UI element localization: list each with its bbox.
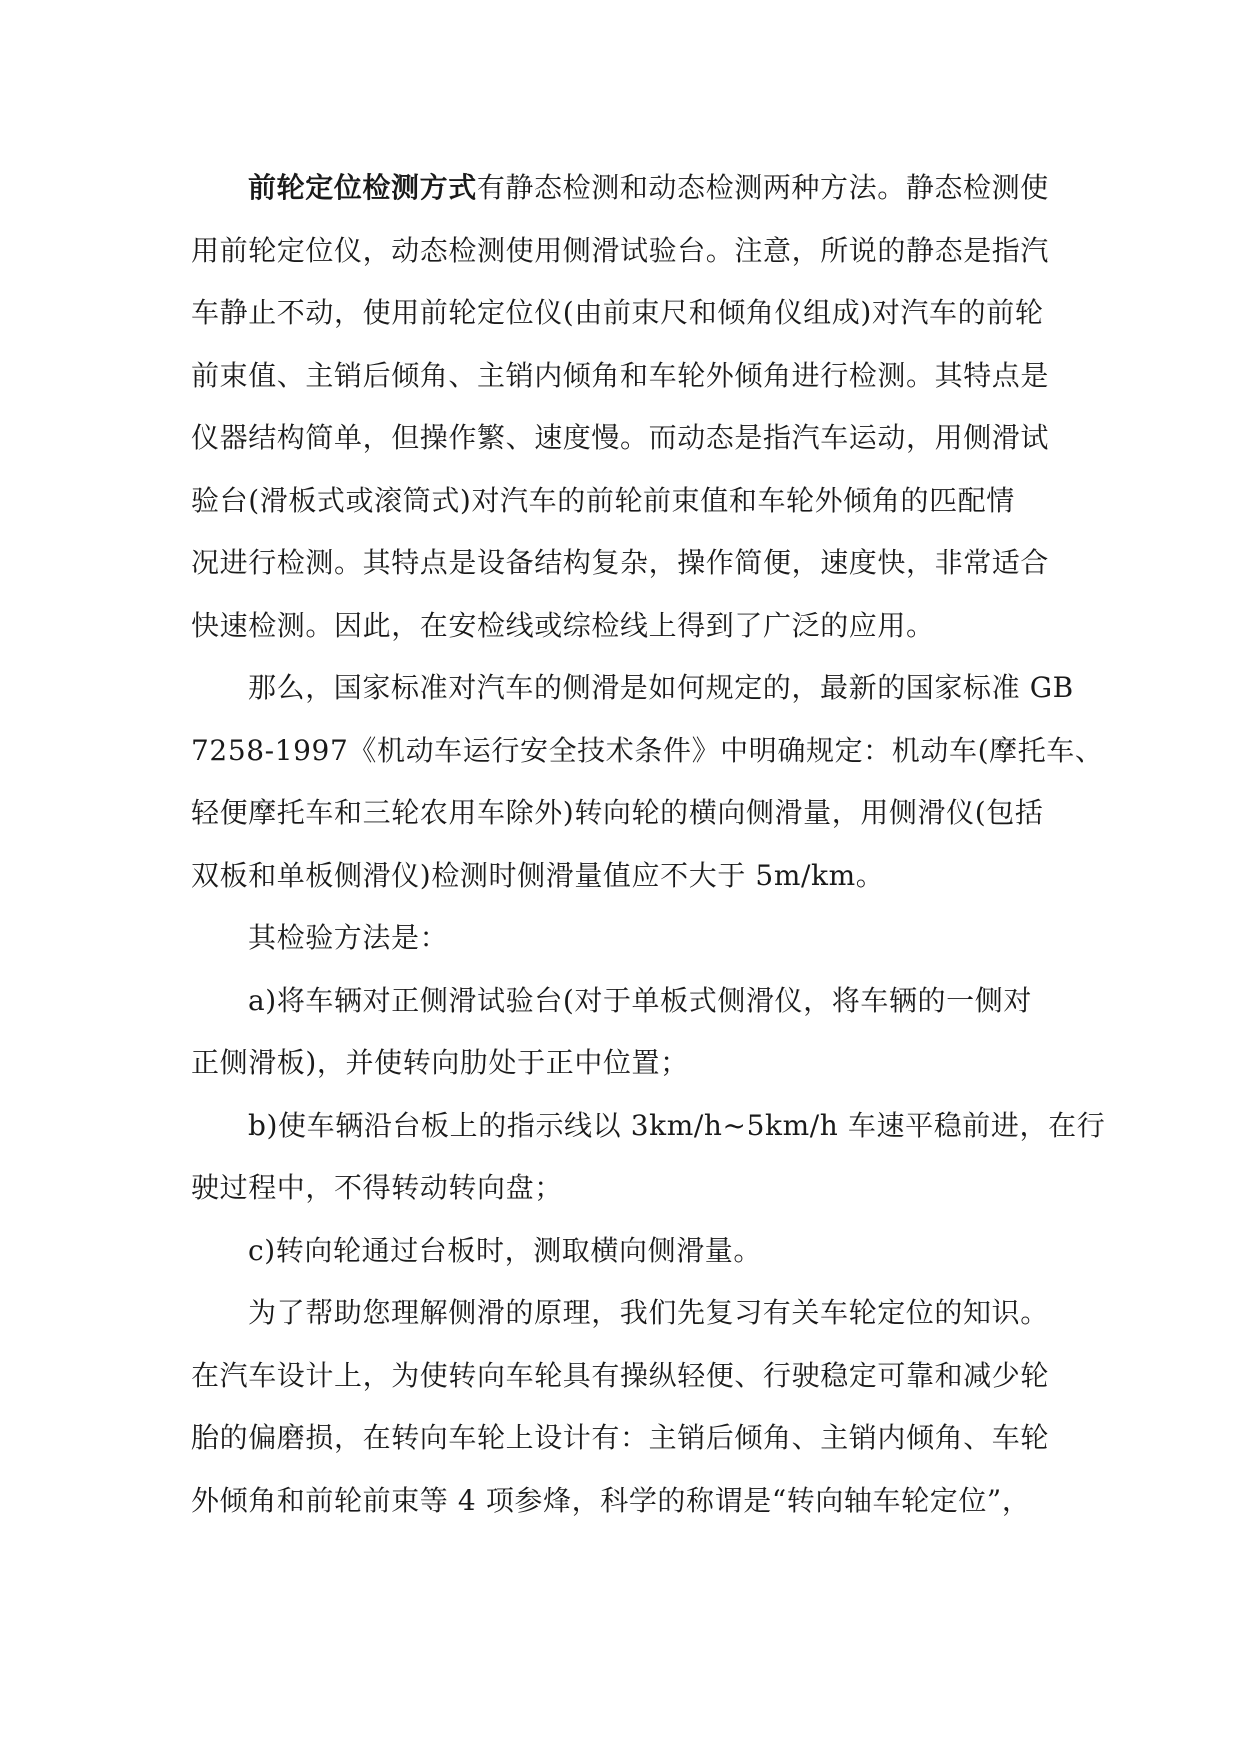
text-line: 验台(滑板式或滚筒式)对汽车的前轮前束值和车轮外倾角的匹配情 bbox=[191, 483, 1015, 517]
text-line bbox=[191, 157, 1051, 220]
text-line: 在汽车设计上，为使转向车轮具有操纵轻便、行驶稳定可靠和减少轮 bbox=[191, 1358, 1050, 1392]
paragraph-national-standard bbox=[191, 657, 1104, 907]
text-line: 为了帮助您理解侧滑的原理，我们先复习有关车轮定位的知识。 bbox=[248, 1296, 1049, 1329]
text-line: c)转向轮通过台板时，测取横向侧滑量。 bbox=[248, 1233, 763, 1267]
text-line: 快速检测。因此，在安检线或综检线上得到了广泛的应用。 bbox=[191, 608, 935, 642]
text-line: 正侧滑板)，并使转向肋处于正中位置； bbox=[191, 1046, 689, 1079]
bold-lead-term: 前轮定位检测方式 bbox=[248, 171, 477, 204]
paragraph-step-c bbox=[191, 1220, 1051, 1283]
document-body bbox=[191, 157, 1106, 1532]
text-line: 况进行检测。其特点是设备结构复杂，操作简便，速度快，非常适合 bbox=[191, 546, 1050, 579]
text-line: 前束值、主销后倾角、主销内倾角和车轮外倾角进行检测。其特点是 bbox=[191, 358, 1050, 392]
text-line: a)将车辆对正侧滑试验台(对于单板式侧滑仪，将车辆的一侧对 bbox=[248, 983, 1032, 1017]
text-line: 仪器结构简单，但操作繁、速度慢。而动态是指汽车运动，用侧滑试 bbox=[191, 421, 1050, 454]
paragraph-wheel-alignment-principle bbox=[191, 1282, 1051, 1532]
paragraph-test-method-heading bbox=[191, 907, 1051, 970]
text-line: 那么，国家标准对汽车的侧滑是如何规定的，最新的国家标准 GB bbox=[248, 671, 1074, 704]
text-line: b)使车辆沿台板上的指示线以 3km/h~5km/h 车速平稳前进，在行 bbox=[248, 1108, 1106, 1142]
text-line: 其检验方法是： bbox=[248, 921, 449, 954]
paragraph-step-b bbox=[191, 1095, 1106, 1220]
paragraph-front-wheel-alignment bbox=[191, 157, 1051, 657]
text-line: 车静止不动，使用前轮定位仪(由前束尺和倾角仪组成)对汽车的前轮 bbox=[191, 296, 1044, 329]
text-line: 驶过程中，不得转动转向盘； bbox=[191, 1171, 563, 1204]
text-line: 轻便摩托车和三轮农用车除外)转向轮的横向侧滑量，用侧滑仪(包括 bbox=[191, 796, 1044, 829]
text-line: 7258-1997《机动车运行安全技术条件》中明确规定：机动车(摩托车、 bbox=[191, 733, 1104, 767]
text-line: 外倾角和前轮前束等 4 项参烽，科学的称谓是“转向轴车轮定位”， bbox=[191, 1483, 1031, 1517]
text-span: 有静态检测和动态检测两种方法。静态检测使 bbox=[476, 171, 1049, 204]
text-line: 胎的偏磨损，在转向车轮上设计有：主销后倾角、主销内倾角、车轮 bbox=[191, 1421, 1050, 1454]
paragraph-step-a bbox=[191, 970, 1051, 1095]
text-line: 用前轮定位仪，动态检测使用侧滑试验台。注意，所说的静态是指汽 bbox=[191, 233, 1050, 267]
text-line: 双板和单板侧滑仪)检测时侧滑量值应不大于 5m/km。 bbox=[191, 858, 885, 892]
